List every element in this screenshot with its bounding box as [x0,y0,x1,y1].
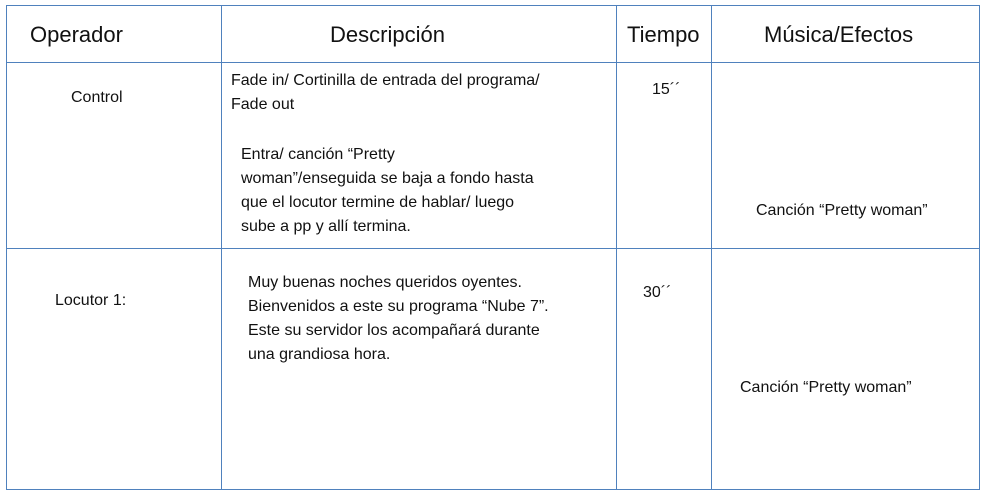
header-descripcion: Descripción [330,22,445,47]
table-right-border [979,5,980,490]
musica-cell: Canción “Pretty woman” [756,202,928,219]
header-operador: Operador [30,22,123,47]
descripcion-line: Muy buenas noches queridos oyentes. [248,274,522,291]
header-row-border [6,62,980,63]
descripcion-line: sube a pp y allí termina. [241,218,411,235]
descripcion-line: Fade out [231,96,295,113]
operador-cell: Control [71,89,123,106]
column-divider [221,5,222,490]
descripcion-line: Este su servidor los acompañará durante [248,322,540,339]
header-musica: Música/Efectos [764,22,914,47]
header-tiempo: Tiempo [627,22,700,47]
descripcion-line: Entra/ canción “Pretty [241,146,395,163]
descripcion-line: Fade in/ Cortinilla de entrada del programa/ [231,72,540,89]
row-divider [6,248,980,249]
tiempo-cell: 15´´ [652,81,681,98]
tiempo-cell: 30´´ [643,284,672,301]
table-top-border [6,5,980,6]
descripcion-line: woman”/enseguida se baja a fondo hasta [241,170,534,187]
table-left-border [6,5,7,490]
descripcion-line: una grandiosa hora. [248,346,391,363]
column-divider [711,5,712,490]
descripcion-line: que el locutor termine de hablar/ luego [241,194,515,211]
descripcion-line: Bienvenidos a este su programa “Nube 7”. [248,298,549,315]
operador-cell: Locutor 1: [55,292,127,309]
table-bottom-border [6,489,980,490]
column-divider [616,5,617,490]
musica-cell: Canción “Pretty woman” [740,379,912,396]
